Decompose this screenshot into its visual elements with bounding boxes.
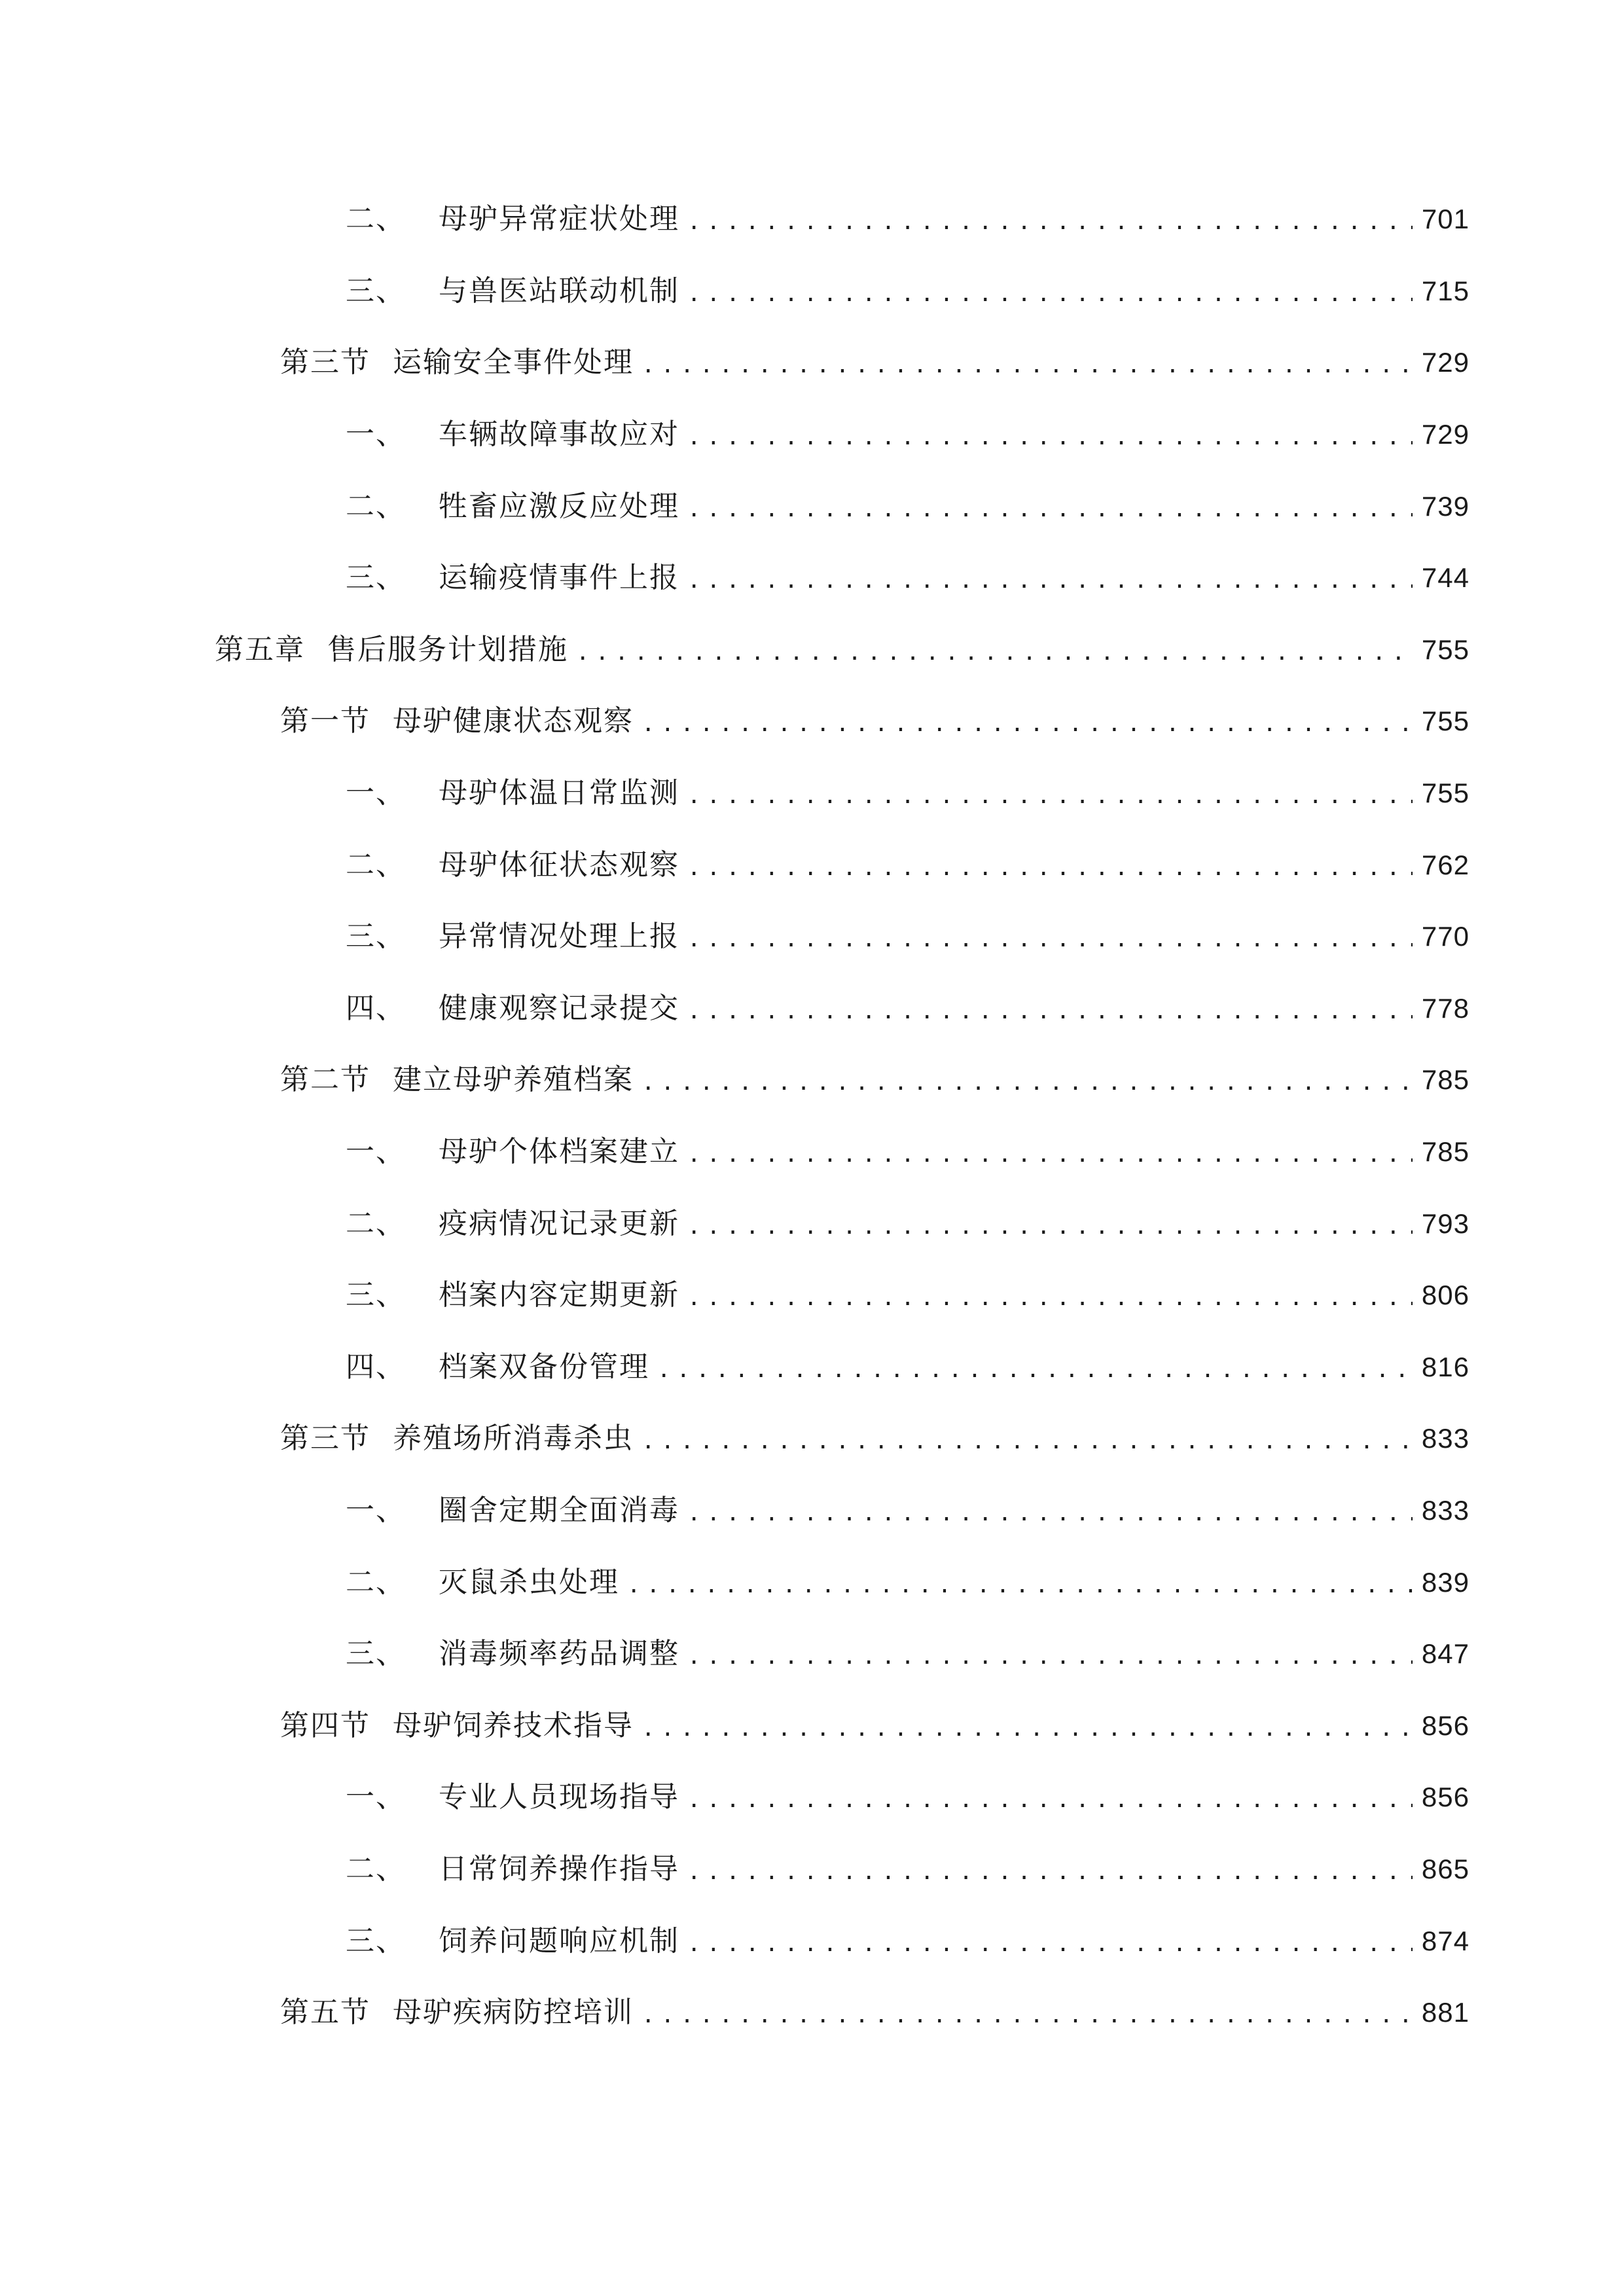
toc-title: 母驴体征状态观察: [439, 848, 679, 882]
toc-title: 养殖场所消毒杀虫: [393, 1422, 634, 1455]
toc-number: 三、: [346, 561, 406, 594]
toc-label: [346, 1771, 679, 1823]
toc-entry[interactable]: [215, 624, 1470, 676]
dot-leader: [687, 196, 1413, 248]
toc-entry[interactable]: [346, 1556, 1470, 1609]
toc-entry[interactable]: [346, 480, 1470, 533]
toc-number: 第三节: [280, 1422, 370, 1455]
toc-entry[interactable]: [280, 1412, 1470, 1465]
toc-label: [346, 767, 679, 819]
toc-page-number: 778: [1421, 993, 1470, 1024]
toc-entry[interactable]: [346, 1915, 1470, 1967]
toc-page-number: 785: [1421, 1064, 1470, 1095]
toc-label: [346, 193, 679, 245]
toc-title: 异常情况处理上报: [439, 920, 679, 953]
toc-page-number: 785: [1421, 1136, 1470, 1167]
dot-leader: [641, 1702, 1413, 1755]
toc-label: [346, 408, 679, 461]
toc-entry[interactable]: [280, 1700, 1470, 1752]
toc-page-number: 806: [1421, 1280, 1470, 1310]
toc-label: [346, 1843, 679, 1895]
toc-number: 第五节: [280, 1996, 370, 2029]
toc-page-number: 874: [1421, 1926, 1470, 1956]
toc-title: 车辆故障事故应对: [439, 418, 679, 451]
toc-page-number: 847: [1421, 1638, 1470, 1669]
toc-entry[interactable]: [346, 1843, 1470, 1895]
toc-number: 第三节: [280, 346, 370, 379]
toc-number: 第一节: [280, 704, 370, 738]
toc-title: 与兽医站联动机制: [439, 274, 679, 308]
toc-title: 专业人员现场指导: [439, 1780, 679, 1814]
toc-page-number: 881: [1421, 1997, 1470, 2028]
toc-label: [346, 265, 679, 317]
toc-title: 消毒频率药品调整: [439, 1637, 679, 1670]
toc-entry[interactable]: [346, 910, 1470, 963]
toc-number: 一、: [346, 1135, 406, 1168]
dot-leader: [687, 268, 1413, 320]
dot-leader: [687, 985, 1413, 1037]
toc-title: 疫病情况记录更新: [439, 1207, 679, 1240]
toc-page-number: 770: [1421, 921, 1470, 952]
toc-label: [346, 982, 679, 1035]
dot-leader: [657, 1344, 1413, 1396]
toc-title: 售后服务计划措施: [327, 633, 568, 666]
toc-entry[interactable]: [280, 695, 1470, 747]
dot-leader: [687, 913, 1413, 965]
toc-title: 母驴体温日常监测: [439, 776, 679, 810]
toc-title: 档案双备份管理: [439, 1350, 649, 1384]
toc-title: 牲畜应激反应处理: [439, 490, 679, 523]
dot-leader: [576, 626, 1413, 679]
toc-page-number: 793: [1421, 1208, 1470, 1239]
toc-title: 灭鼠杀虫处理: [439, 1566, 619, 1599]
toc-number: 三、: [346, 920, 406, 953]
toc-label: [346, 1341, 649, 1393]
toc-entry[interactable]: [346, 767, 1470, 819]
toc-page-number: 729: [1421, 347, 1470, 378]
toc-page-number: 816: [1421, 1352, 1470, 1382]
toc-label: [346, 910, 679, 963]
toc-number: 四、: [346, 1350, 406, 1384]
toc-entry[interactable]: [346, 408, 1470, 461]
toc-entry[interactable]: [346, 552, 1470, 604]
toc-title: 母驴健康状态观察: [393, 704, 634, 738]
toc-number: 三、: [346, 274, 406, 308]
toc-label: [280, 1412, 634, 1465]
toc-entry[interactable]: [346, 1771, 1470, 1823]
toc-label: [280, 1054, 634, 1106]
toc-title: 母驴个体档案建立: [439, 1135, 679, 1168]
toc-page-number: 739: [1421, 491, 1470, 522]
toc-title: 母驴饲养技术指导: [393, 1709, 634, 1742]
dot-leader: [641, 698, 1413, 750]
dot-leader: [687, 842, 1413, 894]
toc-page-number: 755: [1421, 634, 1470, 665]
toc-number: 第四节: [280, 1709, 370, 1742]
dot-leader: [687, 1846, 1413, 1898]
toc-entry[interactable]: [346, 1269, 1470, 1321]
toc-label: [346, 1556, 619, 1609]
dot-leader: [687, 554, 1413, 607]
toc-label: [280, 336, 634, 389]
toc-number: 三、: [346, 1924, 406, 1958]
toc-number: 第二节: [280, 1063, 370, 1096]
toc-number: 三、: [346, 1278, 406, 1312]
toc-title: 饲养问题响应机制: [439, 1924, 679, 1958]
dot-leader: [687, 1918, 1413, 1970]
dot-leader: [687, 411, 1413, 463]
toc-label: [346, 1628, 679, 1680]
toc-page-number: 715: [1421, 276, 1470, 306]
toc-title: 档案内容定期更新: [439, 1278, 679, 1312]
toc-page-number: 839: [1421, 1567, 1470, 1598]
toc-entry[interactable]: [346, 1484, 1470, 1537]
toc-label: [280, 1986, 634, 2039]
toc-page-number: 762: [1421, 850, 1470, 880]
toc-page-number: 833: [1421, 1495, 1470, 1526]
toc-title: 母驴异常症状处理: [439, 202, 679, 236]
toc-number: 二、: [346, 1566, 406, 1599]
toc-entry[interactable]: [346, 1341, 1470, 1393]
dot-leader: [687, 1487, 1413, 1539]
dot-leader: [641, 339, 1413, 391]
toc-entry[interactable]: [280, 336, 1470, 389]
toc-page-number: 865: [1421, 1854, 1470, 1884]
toc-title: 建立母驴养殖档案: [393, 1063, 634, 1096]
toc-label: [280, 1700, 634, 1752]
toc-title: 健康观察记录提交: [439, 992, 679, 1025]
toc-entry[interactable]: [346, 1126, 1470, 1178]
dot-leader: [687, 483, 1413, 535]
toc-page-number: 856: [1421, 1710, 1470, 1741]
dot-leader: [687, 1774, 1413, 1826]
dot-leader: [641, 1415, 1413, 1467]
toc-number: 第五章: [215, 633, 305, 666]
toc-label: [346, 1198, 679, 1250]
dot-leader: [641, 1056, 1413, 1109]
toc-label: [215, 624, 568, 676]
dot-leader: [687, 1128, 1413, 1181]
toc-entry[interactable]: [346, 193, 1470, 245]
toc-number: 二、: [346, 848, 406, 882]
toc-title: 圈舍定期全面消毒: [439, 1494, 679, 1527]
toc-entry[interactable]: [346, 265, 1470, 317]
toc-page-number: 701: [1421, 204, 1470, 234]
toc-label: [346, 1915, 679, 1967]
toc-label: [346, 839, 679, 891]
toc-page-number: 744: [1421, 562, 1470, 593]
toc-number: 一、: [346, 418, 406, 451]
dot-leader: [687, 1630, 1413, 1683]
toc-page-number: 755: [1421, 706, 1470, 736]
toc-entry[interactable]: [346, 1198, 1470, 1250]
toc-title: 母驴疾病防控培训: [393, 1996, 634, 2029]
toc-label: [346, 1126, 679, 1178]
toc-label: [346, 1484, 679, 1537]
toc-label: [346, 552, 679, 604]
toc-entry[interactable]: [346, 1628, 1470, 1680]
toc-page-number: 755: [1421, 778, 1470, 808]
dot-leader: [687, 1272, 1413, 1324]
toc-number: 二、: [346, 1207, 406, 1240]
toc-number: 一、: [346, 776, 406, 810]
toc-number: 二、: [346, 202, 406, 236]
toc-number: 二、: [346, 490, 406, 523]
toc-page-number: 833: [1421, 1423, 1470, 1454]
toc-page-number: 856: [1421, 1782, 1470, 1812]
toc-entry[interactable]: [280, 1054, 1470, 1106]
toc-number: 一、: [346, 1780, 406, 1814]
dot-leader: [641, 1989, 1413, 2041]
dot-leader: [627, 1559, 1413, 1611]
toc-entry[interactable]: [346, 839, 1470, 891]
toc-label: [346, 480, 679, 533]
toc-number: 二、: [346, 1852, 406, 1886]
dot-leader: [687, 770, 1413, 822]
toc-page-number: 729: [1421, 419, 1470, 450]
toc-entry[interactable]: [346, 982, 1470, 1035]
dot-leader: [687, 1200, 1413, 1253]
toc-label: [280, 695, 634, 747]
toc-number: 三、: [346, 1637, 406, 1670]
toc-number: 四、: [346, 992, 406, 1025]
toc-entry[interactable]: [280, 1986, 1470, 2039]
toc-label: [346, 1269, 679, 1321]
toc-title: 运输疫情事件上报: [439, 561, 679, 594]
toc-number: 一、: [346, 1494, 406, 1527]
toc-title: 日常饲养操作指导: [439, 1852, 679, 1886]
toc-title: 运输安全事件处理: [393, 346, 634, 379]
